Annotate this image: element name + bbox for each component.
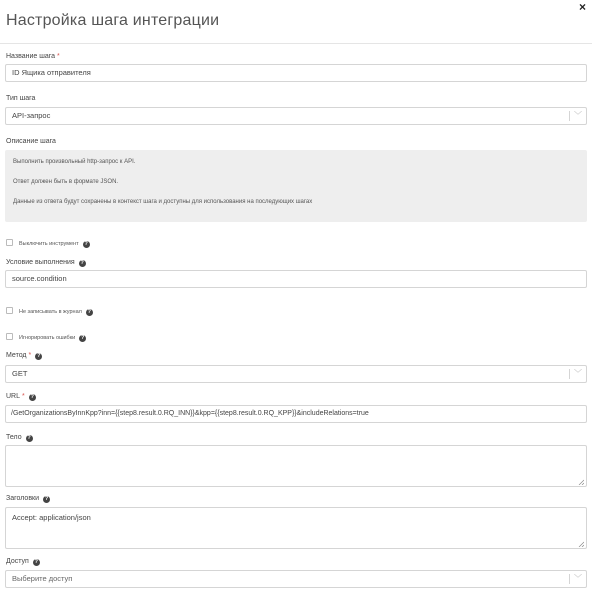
no-journal-checkbox[interactable] <box>6 307 13 314</box>
ignore-errors-label: Игнорировать ошибки <box>19 335 76 341</box>
ignore-errors-checkbox[interactable] <box>6 333 13 340</box>
body-label: Тело ? <box>6 434 31 441</box>
disable-tool-row <box>6 239 90 248</box>
select-separator <box>569 111 570 121</box>
help-icon[interactable]: ? <box>81 335 85 341</box>
step-name-input[interactable]: ID Ящика отправителя <box>5 64 587 82</box>
chevron-down-icon[interactable]: ﹀ <box>574 111 582 120</box>
resize-handle-icon[interactable] <box>578 479 584 485</box>
step-name-label: Название шага * <box>6 53 60 60</box>
no-journal-row <box>6 307 93 316</box>
step-description-label: Описание шага <box>6 138 56 145</box>
required-mark: * <box>22 393 25 400</box>
required-mark: * <box>28 352 32 359</box>
method-label: Метод * ? <box>6 352 41 359</box>
headers-value: Accept: application/json <box>12 513 91 522</box>
select-separator <box>569 574 570 584</box>
help-icon[interactable]: ? <box>27 435 31 441</box>
access-label: Доступ ? <box>6 558 38 565</box>
step-type-select[interactable] <box>5 107 587 125</box>
chevron-down-icon[interactable]: ﹀ <box>574 574 582 583</box>
help-icon[interactable]: ? <box>30 394 34 400</box>
access-select[interactable] <box>5 570 587 588</box>
headers-textarea[interactable] <box>5 507 587 549</box>
help-icon[interactable]: ? <box>34 559 38 565</box>
step-type-value: API-запрос <box>12 111 51 120</box>
help-icon[interactable]: ? <box>44 496 49 502</box>
description-line: Данные из ответа будут сохранены в контекст шага и доступны для использования на последующих шагах <box>13 199 313 205</box>
disable-tool-label: Выключить инструмент <box>19 241 79 247</box>
step-description-box <box>5 150 587 222</box>
dialog-header <box>0 0 592 44</box>
dialog-title: Настройка шага интеграции <box>6 12 220 29</box>
ignore-errors-row <box>6 333 86 342</box>
help-icon[interactable]: ? <box>87 309 92 315</box>
select-separator <box>569 369 570 379</box>
body-textarea[interactable] <box>5 445 587 487</box>
step-type-label: Тип шага <box>6 95 36 102</box>
help-icon[interactable]: ? <box>37 353 41 359</box>
condition-label: Условие выполнения ? <box>6 259 84 266</box>
url-input[interactable]: /GetOrganizationsByInnKpp?inn={{step8.result.0.RQ_INN}}&kpp={{step8.result.0.RQ_KPP}}&includeRelations=true <box>5 405 587 423</box>
description-line: Выполнить произвольный http-запрос к API. <box>13 159 136 165</box>
help-icon[interactable]: ? <box>80 260 84 266</box>
access-placeholder: Выберите доступ <box>12 574 73 583</box>
headers-label: Заголовки ? <box>6 495 49 502</box>
method-select[interactable] <box>5 365 587 383</box>
description-line: Ответ должен быть в формате JSON. <box>13 179 119 185</box>
required-mark: * <box>57 53 60 60</box>
url-label: URL * ? <box>6 393 34 400</box>
disable-tool-checkbox[interactable] <box>6 239 13 246</box>
help-icon[interactable]: ? <box>84 241 88 247</box>
resize-handle-icon[interactable] <box>578 541 584 547</box>
close-icon[interactable]: × <box>578 0 586 14</box>
no-journal-label: Не записывать в журнал <box>19 309 82 315</box>
chevron-down-icon[interactable]: ﹀ <box>574 369 582 378</box>
method-value: GET <box>12 369 28 378</box>
condition-input[interactable]: source.condition <box>5 270 587 288</box>
